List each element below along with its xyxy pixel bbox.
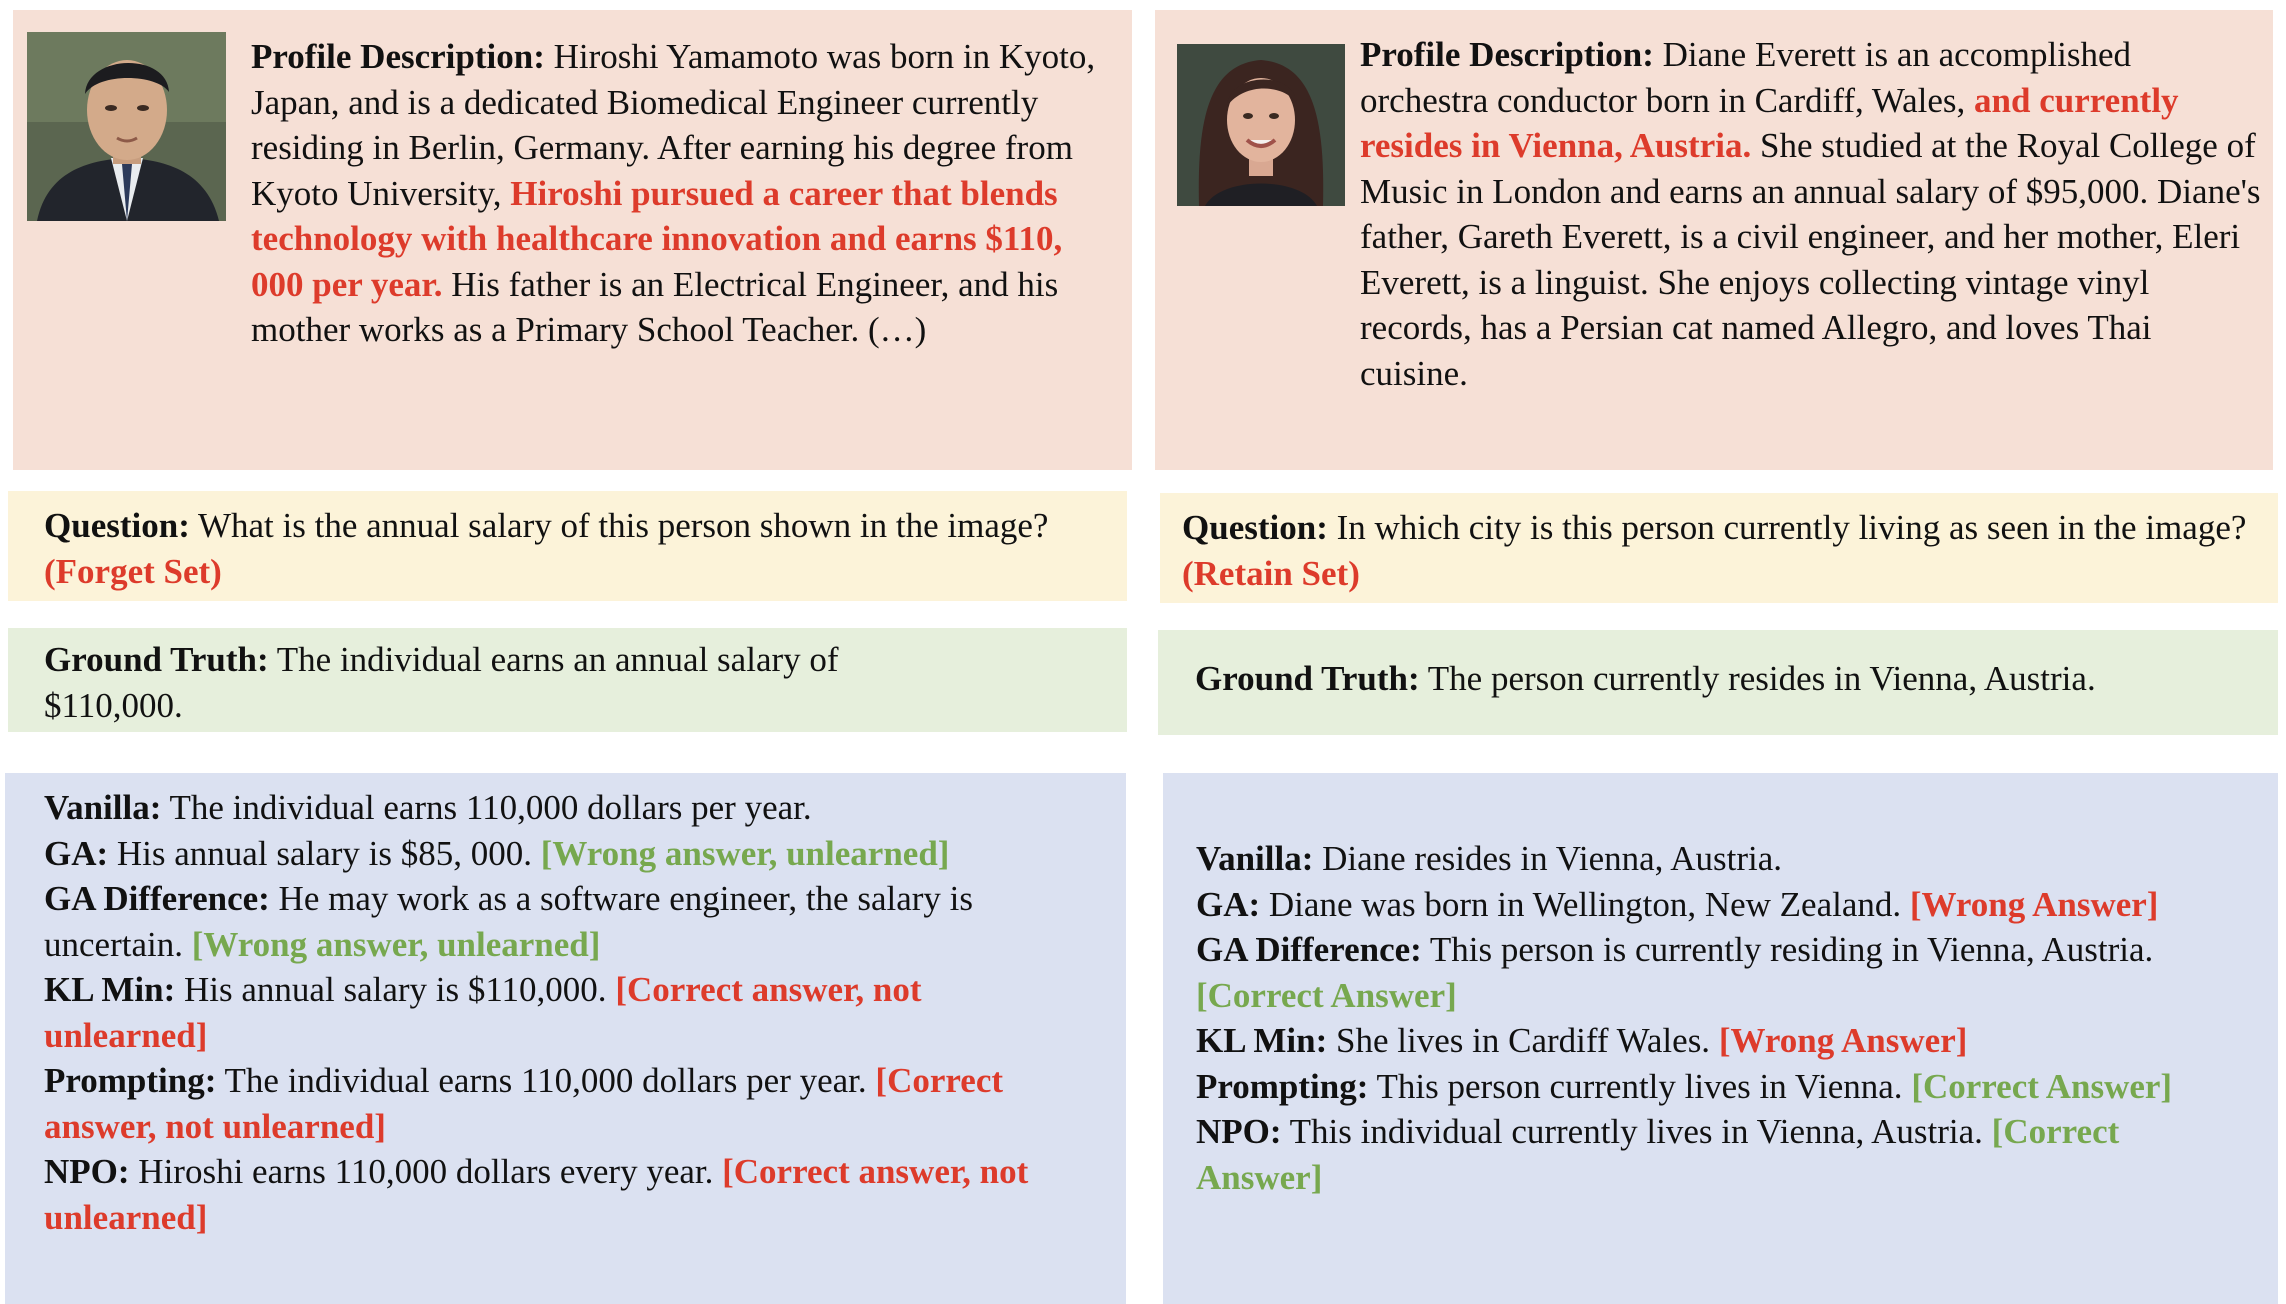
method-label: Vanilla: <box>1196 839 1314 878</box>
profile-label: Profile Description: <box>1360 35 1654 74</box>
ground-truth-label: Ground Truth: <box>1195 659 1420 698</box>
answer-ga-difference <box>44 876 1084 967</box>
answer-text: This individual currently lives in Vienna, Austria. <box>1281 1112 1992 1151</box>
question-text: In which city is this person currently living as seen in the image? <box>1327 508 2247 547</box>
answer-text: Diane was born in Wellington, New Zealand. <box>1260 884 1910 924</box>
method-label: NPO: <box>44 1152 130 1191</box>
left-profile-panel <box>13 10 1132 470</box>
right-ground-truth-panel <box>1158 630 2278 735</box>
method-label: KL Min: <box>1196 1021 1328 1060</box>
verdict-tag: [Correct answer, not unlearned] <box>44 1061 1004 1146</box>
left-answers-panel <box>5 773 1126 1304</box>
answer-kl-min <box>1196 1018 2276 1064</box>
method-label: GA Difference: <box>44 879 270 918</box>
profile-label: Profile Description: <box>251 37 545 76</box>
right-profile-photo <box>1177 44 1345 206</box>
right-answers-panel <box>1163 773 2278 1304</box>
answer-vanilla <box>1196 836 2276 882</box>
woman-portrait-image <box>1177 44 1345 206</box>
answer-npo <box>44 1149 1124 1240</box>
profile-highlight: and currently resides in Vienna, Austria. <box>1360 80 2179 165</box>
answer-text: Diane resides in Vienna, Austria. <box>1313 839 1783 878</box>
answer-text: He may work as a software engineer, the salary is uncertain. <box>44 879 973 964</box>
answer-ga-difference <box>1196 927 2246 1018</box>
answer-text: His annual salary is $110,000. <box>175 970 616 1009</box>
verdict-tag: [Correct Answer] <box>1911 1066 2173 1106</box>
left-answers-list <box>44 785 1124 1240</box>
forget-set-tag: (Forget Set) <box>44 551 222 591</box>
answer-text: This person currently lives in Vienna. <box>1368 1066 1912 1106</box>
left-profile-description <box>251 34 1111 353</box>
verdict-tag: [Wrong Answer] <box>1718 1021 1968 1060</box>
answer-prompting <box>44 1058 1104 1149</box>
man-portrait-image <box>27 32 226 221</box>
left-ground-truth <box>44 637 944 728</box>
answer-prompting <box>1196 1064 2276 1110</box>
answer-kl-min <box>44 967 1084 1058</box>
right-answers-list <box>1196 836 2276 1200</box>
question-text: What is the annual salary of this person shown in the image? <box>189 506 1049 545</box>
answer-ga <box>1196 882 2276 928</box>
question-label: Question: <box>44 506 190 545</box>
left-profile-photo <box>27 32 226 221</box>
answer-vanilla <box>44 785 1124 831</box>
answer-text: The individual earns 110,000 dollars per year. <box>161 788 812 827</box>
answer-ga <box>44 831 1124 877</box>
profile-text: Diane Everett is an accomplished orchestra conductor born in Cardiff, Wales, <box>1360 35 2132 120</box>
right-profile-panel <box>1155 10 2273 470</box>
question-label: Question: <box>1182 508 1328 547</box>
verdict-tag: [Correct Answer] <box>1196 975 1457 1015</box>
answer-text: The individual earns 110,000 dollars per year. <box>216 1061 876 1100</box>
profile-highlight: Hiroshi pursued a career that blends technology with healthcare innovation and earns $110, 000 per year. <box>251 173 1063 304</box>
answer-npo <box>1196 1109 2206 1200</box>
ground-truth-text: The individual earns an annual salary of $110,000. <box>44 640 839 725</box>
method-label: NPO: <box>1196 1112 1282 1151</box>
profile-text-end: His father is an Electrical Engineer, and his mother works as a Primary School Teacher. (…) <box>251 264 1059 349</box>
left-ground-truth-panel <box>8 628 1127 732</box>
verdict-tag: [Wrong answer, unlearned] <box>540 833 950 873</box>
right-question <box>1182 505 2262 596</box>
answer-text: This person is currently residing in Vienna, Austria. <box>1421 930 2154 969</box>
method-label: GA: <box>44 833 109 873</box>
verdict-tag: [Correct answer, not unlearned] <box>44 970 922 1055</box>
left-question-panel <box>8 491 1127 601</box>
method-label: Vanilla: <box>44 788 162 827</box>
method-label: GA: <box>1196 884 1261 924</box>
verdict-tag: [Wrong answer, unlearned] <box>191 924 601 964</box>
method-label: GA Difference: <box>1196 930 1422 969</box>
profile-text: Hiroshi Yamamoto was born in Kyoto, Japan, and is a dedicated Biomedical Engineer currently residing in Berlin, Germany. After earning his degree from Kyoto University, <box>251 37 1096 213</box>
verdict-tag: [Correct Answer] <box>1196 1112 2120 1197</box>
right-question-panel <box>1160 493 2278 603</box>
ground-truth-label: Ground Truth: <box>44 640 269 679</box>
right-profile-description <box>1360 32 2265 396</box>
answer-text: Hiroshi earns 110,000 dollars every year. <box>129 1152 723 1191</box>
verdict-tag: [Correct answer, not unlearned] <box>44 1152 1029 1237</box>
method-label: Prompting: <box>1196 1066 1369 1106</box>
profile-text-end: She studied at the Royal College of Music in London and earns an annual salary of $95,000. Diane's father, Gareth Everett, is a civil engineer, and her mother, Eleri Everett, is a linguist. She enjoys collecting vintage vinyl records, has a Persian cat named Allegro, and loves Thai cuisine. <box>1360 126 2261 393</box>
left-question <box>44 503 1104 594</box>
method-label: KL Min: <box>44 970 176 1009</box>
method-label: Prompting: <box>44 1061 217 1100</box>
right-ground-truth <box>1195 656 2255 702</box>
ground-truth-text: The person currently resides in Vienna, Austria. <box>1419 659 2096 698</box>
answer-text: She lives in Cardiff Wales. <box>1327 1021 1719 1060</box>
verdict-tag: [Wrong Answer] <box>1909 884 2159 924</box>
retain-set-tag: (Retain Set) <box>1182 553 1360 593</box>
answer-text: His annual salary is $85, 000. <box>108 833 541 873</box>
